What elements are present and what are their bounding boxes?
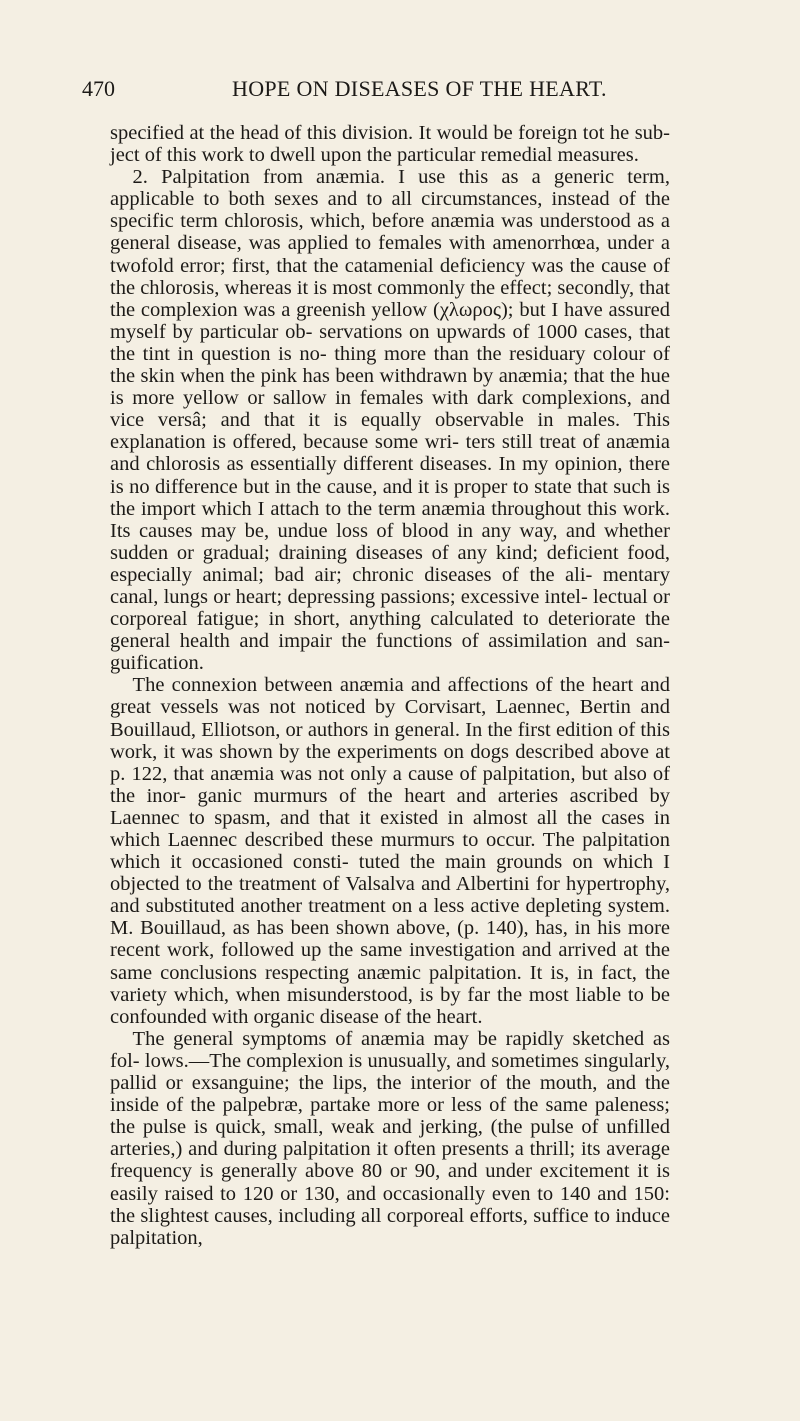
paragraph-connexion: The connexion between anæmia and affections of the heart and great vessels was not noticed by Corvisart, Laennec, Bertin and Bouillaud, Elliotson, or authors in general. In the first edition of this work, it was shown by the experiments on dogs described above at p. 122, that anæmia was not only a cause of palpitation, but also of the inor- ganic murmurs of the heart and arteries ascribed by Laennec to spasm, and that it existed in almost all the cases in which Laennec described these murmurs to occur. The palpitation which it occasioned consti- tuted the main grounds on which I objected to the treatment of Valsalva and Albertini for hypertrophy, and substituted another treatment on a less active depleting system. M. Bouillaud, as has been shown above, (p. 140), has, in his more recent work, followed up the same investigation and arrived at the same conclusions respecting anæmic palpitation. It is, in fact, the variety which, when misunderstood, is by far the most liable to be confounded with organic disease of the heart. xyxy=(110,674,670,1028)
body-text xyxy=(110,122,670,1249)
running-head: HOPE ON DISEASES OF THE HEART. xyxy=(232,76,607,101)
page-number: 470 xyxy=(82,76,115,101)
page-header xyxy=(82,76,642,110)
paragraph-anaemia-palpitation: 2. Palpitation from anæmia. I use this as a generic term, applicable to both sexes and to all circumstances, instead of the specific term chlorosis, which, before anæmia was understood as a general disease, was applied to females with amenorrhœa, under a twofold error; first, that the catamenial deficiency was the cause of the chlorosis, whereas it is most commonly the effect; secondly, that the complexion was a greenish yellow (χλωρος); but I have assured myself by particular ob- servations on upwards of 1000 cases, that the tint in question is no- thing more than the residuary colour of the skin when the pink has been withdrawn by anæmia; that the hue is more yellow or sallow in females with dark complexions, and vice versâ; and that it is equally observable in males. This explanation is offered, because some wri- ters still treat of anæmia and chlorosis as essentially different diseases. In my opinion, there is no difference but in the cause, and it is proper to state that such is the import which I attach to the term anæmia throughout this work. Its causes may be, undue loss of blood in any way, and whether sudden or gradual; draining diseases of any kind; deficient food, especially animal; bad air; chronic diseases of the ali- mentary canal, lungs or heart; depressing passions; excessive intel- lectual or corporeal fatigue; in short, anything calculated to deteriorate the general health and impair the functions of assimilation and san- guification. xyxy=(110,166,670,675)
paragraph-general-symptoms: The general symptoms of anæmia may be rapidly sketched as fol- lows.—The complexion is unusually, and sometimes singularly, pallid or exsanguine; the lips, the interior of the mouth, and the inside of the palpebræ, partake more or less of the same paleness; the pulse is quick, small, weak and jerking, (the pulse of unfilled arteries,) and during palpitation it often presents a thrill; its average frequency is generally above 80 or 90, and under excitement it is easily raised to 120 or 130, and occasionally even to 140 and 150: the slightest causes, including all corporeal efforts, suffice to induce palpitation, xyxy=(110,1027,670,1249)
paragraph-continuation: specified at the head of this division. It would be foreign tot he sub- ject of this work to dwell upon the particular remedial measures. xyxy=(110,122,670,167)
